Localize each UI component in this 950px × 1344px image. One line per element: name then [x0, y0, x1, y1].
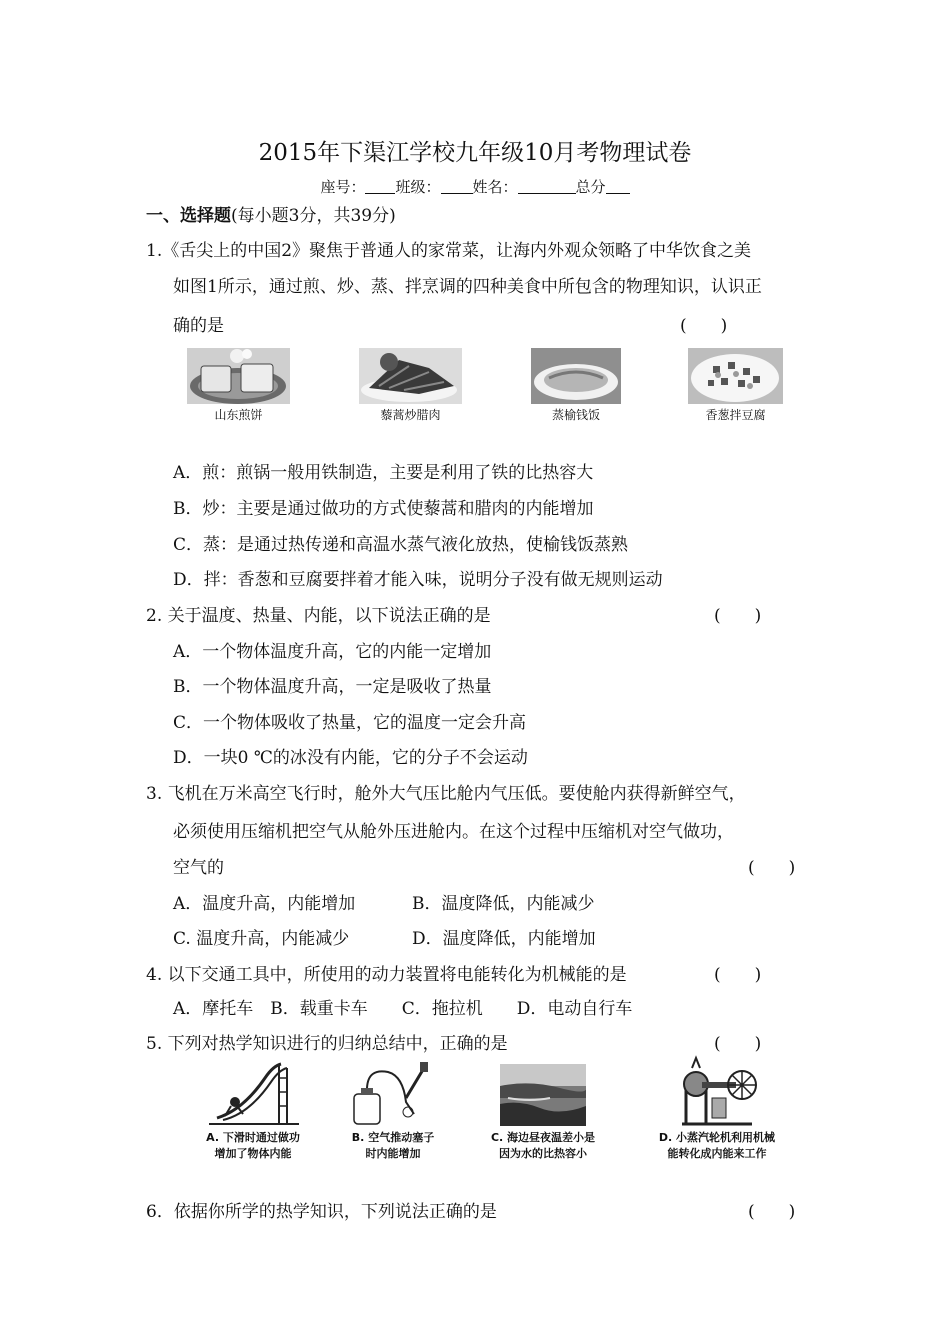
- q1-option-c[interactable]: C．蒸：是通过热传递和高温水蒸气液化放热，使榆钱饭蒸熟: [173, 535, 629, 555]
- q2-option-a[interactable]: A．一个物体温度升高，它的内能一定增加: [173, 642, 492, 662]
- name-label: 姓名：: [472, 178, 518, 196]
- section-note: (每小题3分，共39分): [231, 206, 396, 226]
- q3-line3: 空气的: [173, 858, 224, 878]
- q4-stem: 4. 以下交通工具中，所使用的动力装置将电能转化为机械能的是: [146, 965, 627, 985]
- q1-caption-1: 山东煎饼: [214, 408, 263, 422]
- class-label: 班级：: [395, 178, 441, 196]
- q5-caption-a: [193, 1130, 313, 1162]
- q1-option-a[interactable]: A．煎：煎锅一般用铁制造，主要是利用了铁的比热容大: [173, 463, 594, 483]
- q3-option-b[interactable]: B．温度降低，内能减少: [412, 894, 595, 914]
- q5-caption-d-line1: D. 小蒸汽轮机利用机械: [658, 1131, 776, 1144]
- q5-caption-c-line1: C. 海边昼夜温差小是: [490, 1131, 596, 1144]
- q3-option-a[interactable]: A．温度升高，内能增加: [173, 894, 356, 914]
- q1-option-d[interactable]: D．拌：香葱和豆腐要拌着才能入味，说明分子没有做无规则运动: [173, 570, 663, 590]
- q5-stem: 5. 下列对热学知识进行的归纳总结中，正确的是: [146, 1034, 508, 1054]
- stirfry-photo: [359, 348, 462, 404]
- q1-line2: 如图1所示，通过煎、炒、蒸、拌烹调的四种美食中所包含的物理知识，认识正: [173, 277, 762, 297]
- q1-answer-paren[interactable]: ( ): [680, 316, 728, 336]
- total-label: 总分: [575, 178, 606, 196]
- q3-line2: 必须使用压缩机把空气从舱外压进舱内。在这个过程中压缩机对空气做功，: [173, 822, 734, 842]
- q5-caption-d: [638, 1130, 796, 1162]
- class-blank[interactable]: [441, 179, 473, 194]
- exam-info-line: [0, 176, 950, 197]
- q2-answer-paren[interactable]: ( ): [714, 606, 762, 626]
- q5-answer-paren[interactable]: ( ): [714, 1034, 762, 1054]
- q6-answer-paren[interactable]: ( ): [748, 1202, 796, 1222]
- slide-figure: [203, 1058, 303, 1128]
- q2-option-c[interactable]: C．一个物体吸收了热量，它的温度一定会升高: [173, 713, 527, 733]
- q5-caption-d-line2: 能转化成内能来工作: [667, 1147, 767, 1160]
- q1-option-b[interactable]: B．炒：主要是通过做功的方式使藜蒿和腊肉的内能增加: [173, 499, 594, 519]
- q3-line1: 3. 飞机在万米高空飞行时，舱外大气压比舱内气压低。要使舱内获得新鲜空气，: [146, 784, 746, 804]
- q1-caption-4: 香葱拌豆腐: [705, 408, 766, 422]
- q5-caption-a-line1: A. 下滑时通过做功: [206, 1131, 300, 1144]
- q1-line3: 确的是: [173, 316, 224, 336]
- jianbing-photo: [187, 348, 290, 404]
- section-title: 一、选择题: [146, 206, 231, 226]
- q5-caption-c-line2: 因为水的比热容小: [499, 1147, 587, 1160]
- tofu-photo: [688, 348, 783, 404]
- q3-option-d[interactable]: D．温度降低，内能增加: [412, 929, 596, 949]
- q2-stem: 2. 关于温度、热量、内能，以下说法正确的是: [146, 606, 491, 626]
- q5-caption-a-line2: 增加了物体内能: [214, 1147, 292, 1160]
- q5-caption-c: [475, 1130, 611, 1162]
- q1-line1: 1.《舌尖上的中国2》聚焦于普通人的家常菜，让海内外观众领略了中华饮食之美: [146, 241, 752, 261]
- q6-stem: 6．依据你所学的热学知识，下列说法正确的是: [146, 1202, 497, 1222]
- name-blank[interactable]: [518, 179, 576, 194]
- q4-answer-paren[interactable]: ( ): [714, 965, 762, 985]
- q5-caption-b-line2: 时内能增加: [365, 1147, 421, 1160]
- seat-label: 座号：: [320, 178, 366, 196]
- q3-answer-paren[interactable]: ( ): [748, 858, 796, 878]
- total-blank[interactable]: [606, 179, 630, 194]
- q5-caption-b-line1: B. 空气推动塞子: [351, 1131, 435, 1144]
- seat-blank[interactable]: [365, 179, 395, 194]
- steamed-rice-photo: [531, 348, 621, 404]
- section-heading: [146, 201, 396, 226]
- q1-caption-2: 藜蒿炒腊肉: [380, 408, 441, 422]
- page-title: 2015年下渠江学校九年级10月考物理试卷: [258, 140, 692, 166]
- seaside-photo: [500, 1064, 586, 1126]
- q2-option-b[interactable]: B．一个物体温度升高，一定是吸收了热量: [173, 677, 492, 697]
- q5-caption-b: [333, 1130, 453, 1162]
- q2-option-d[interactable]: D．一块0 ℃的冰没有内能，它的分子不会运动: [173, 748, 528, 768]
- steam-turbine-figure: [672, 1054, 764, 1128]
- q3-option-c[interactable]: C. 温度升高，内能减少: [173, 929, 350, 949]
- q4-options[interactable]: A．摩托车 B．载重卡车 C．拖拉机 D．电动自行车: [173, 999, 633, 1019]
- q1-caption-3: 蒸榆钱饭: [551, 408, 600, 422]
- flask-stopper-figure: [348, 1058, 438, 1128]
